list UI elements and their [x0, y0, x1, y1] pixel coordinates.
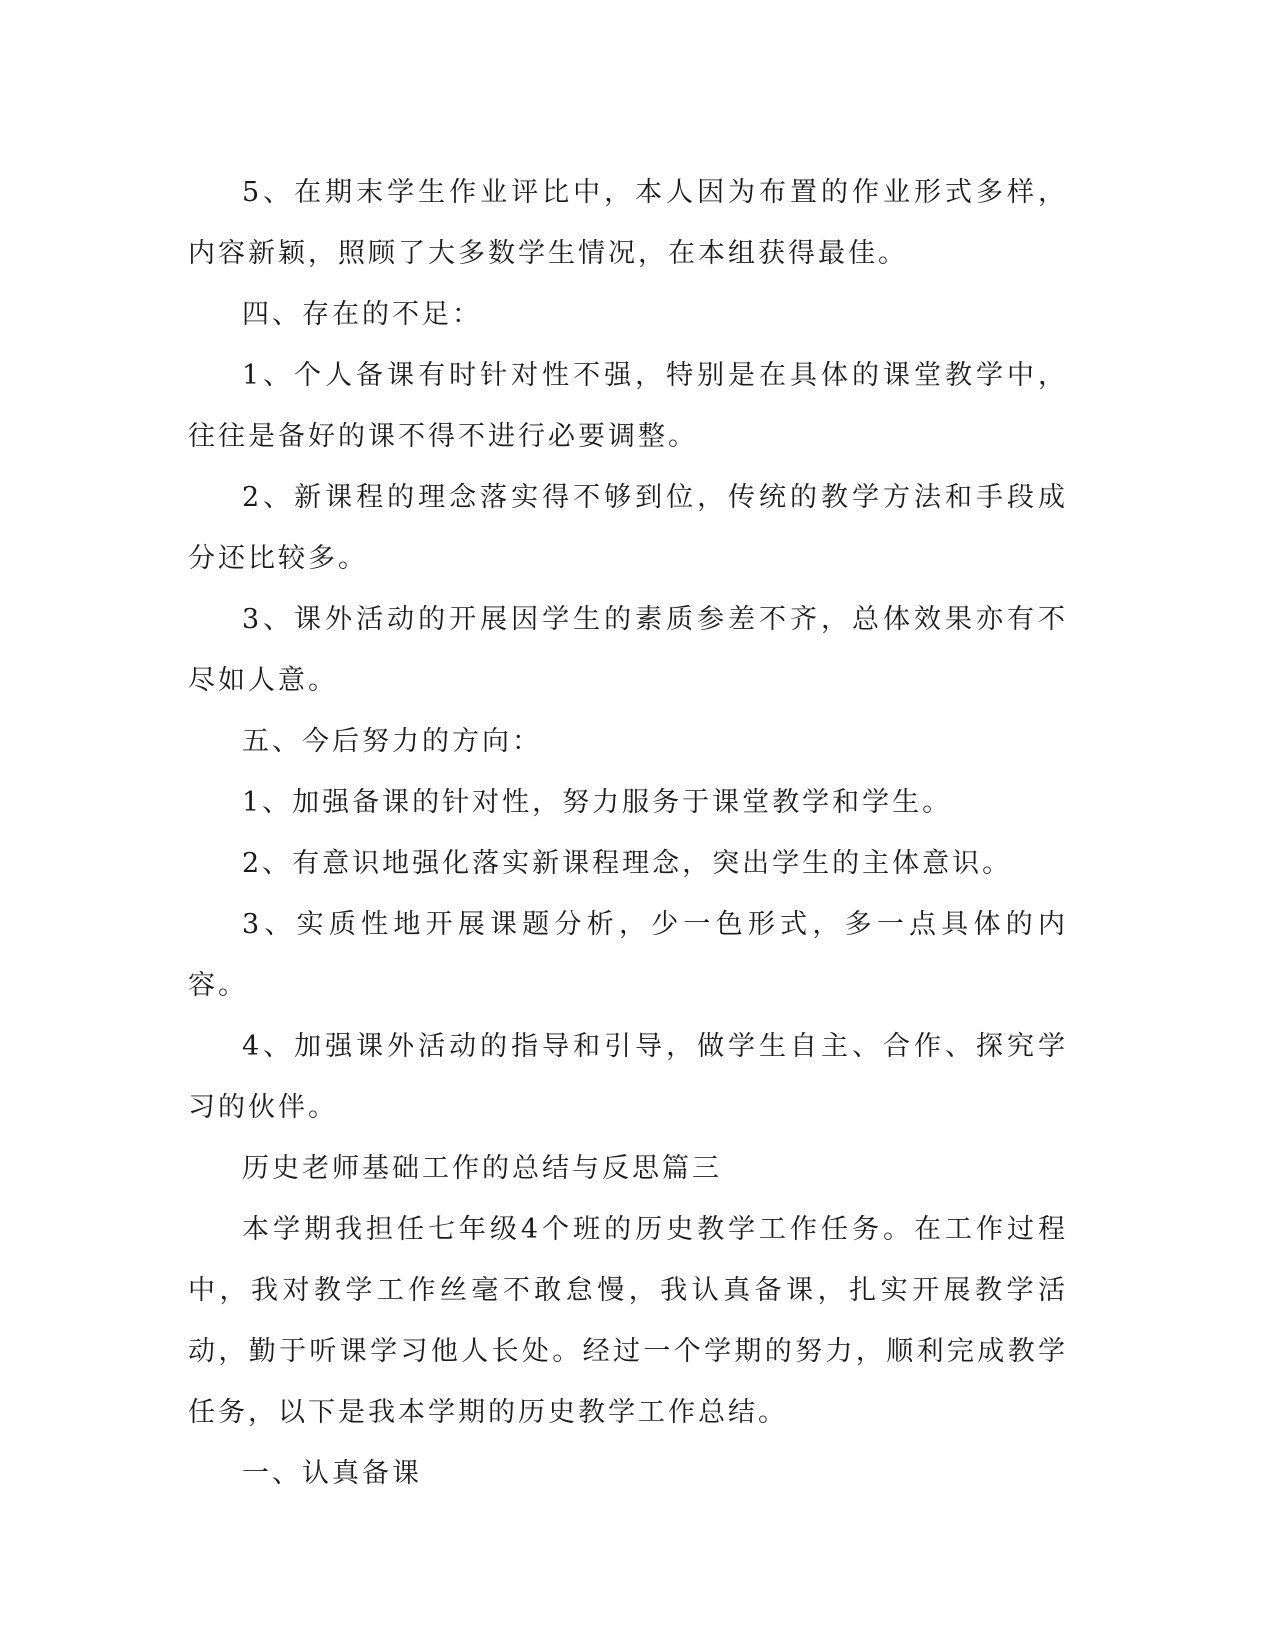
paragraph-shortcoming-3: 3、课外活动的开展因学生的素质参差不齐，总体效果亦有不尽如人意。	[188, 604, 1068, 696]
paragraph-item-5-homework-review: 5、在期末学生作业评比中，本人因为布置的作业形式多样，内容新颖，照顾了大多数学生情况，在本组获得最佳。	[188, 177, 1068, 269]
document-body	[188, 162, 1068, 1504]
paragraph-intro: 本学期我担任七年级4个班的历史教学工作任务。在工作过程中，我对教学工作丝毫不敢怠慢，我认真备课，扎实开展教学活动，勤于听课学习他人长处。经过一个学期的努力，顺利完成教学任务，以下是我本学期的历史教学工作总结。	[188, 1214, 1068, 1428]
paragraph-direction-1: 1、加强备课的针对性，努力服务于课堂教学和学生。	[242, 787, 953, 818]
section-heading-lesson-prep: 一、认真备课	[242, 1458, 422, 1489]
paragraph-direction-2: 2、有意识地强化落实新课程理念，突出学生的主体意识。	[242, 848, 1013, 879]
section-heading-shortcomings: 四、存在的不足：	[242, 299, 482, 330]
paragraph-direction-4: 4、加强课外活动的指导和引导，做学生自主、合作、探究学习的伙伴。	[188, 1031, 1068, 1123]
paragraph-shortcoming-1: 1、个人备课有时针对性不强，特别是在具体的课堂教学中，往往是备好的课不得不进行必要调整。	[188, 360, 1068, 452]
article-title-part-three: 历史老师基础工作的总结与反思篇三	[242, 1153, 722, 1184]
paragraph-direction-3: 3、实质性地开展课题分析，少一色形式，多一点具体的内容。	[188, 909, 1068, 1001]
section-heading-future-direction: 五、今后努力的方向：	[242, 726, 542, 757]
paragraph-shortcoming-2: 2、新课程的理念落实得不够到位，传统的教学方法和手段成分还比较多。	[188, 482, 1068, 574]
